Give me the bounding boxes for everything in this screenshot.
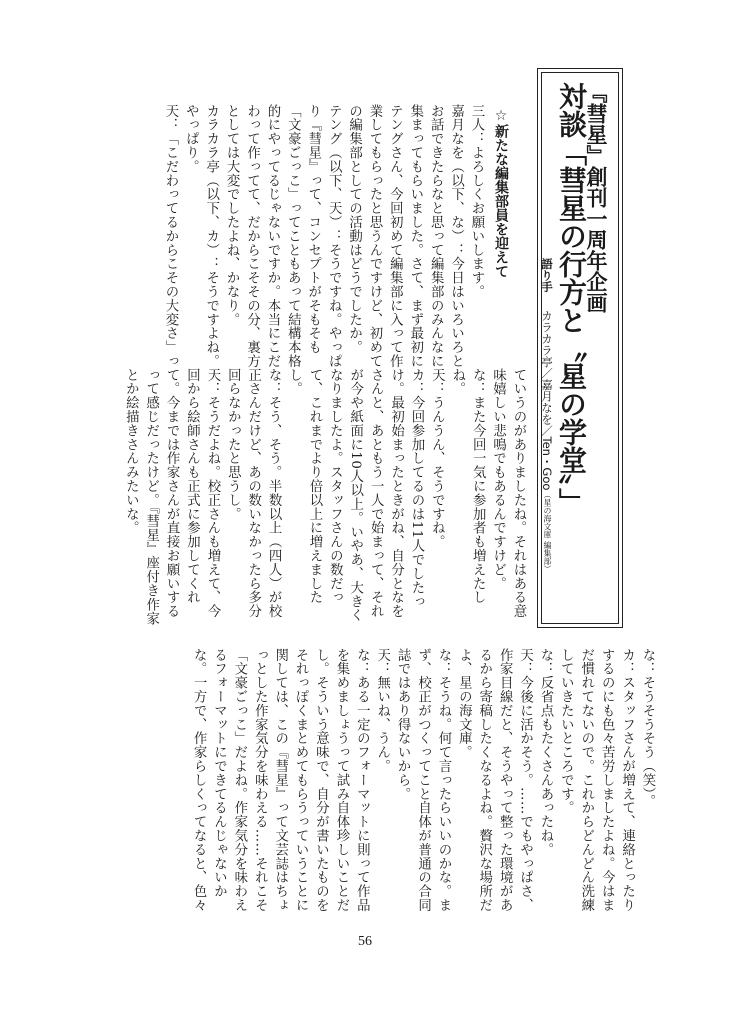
paragraph: 天：今後に活かそう。……でもやっぱさ、作家目線だと、そうやって整った環境があるから寄稿したくなるよね。贅沢な場所だよ、星の海文庫。 bbox=[456, 648, 533, 913]
speakers-names: カラカラ亭／嘉月なを／Ten・Goo bbox=[540, 310, 554, 491]
paragraph: な：反省点もたくさんあったね。 bbox=[537, 648, 553, 857]
page-number: 56 bbox=[358, 934, 372, 949]
speakers-line bbox=[540, 258, 554, 618]
paragraph: 三人：よろしくお願いします。 bbox=[469, 104, 484, 299]
paragraph: な：そうね。何て言ったらいいのかな。まず、校正がつくってこと自体が普通の合同誌ではあり得ないから。 bbox=[395, 648, 451, 913]
paragraph: 天：うんうん、そうですね。 bbox=[429, 368, 445, 549]
paragraph: 天：「こだわってるからこその大変さ」っ bbox=[162, 104, 178, 369]
paragraph: な：そうそうそう（笑）。 bbox=[640, 648, 655, 809]
paragraph: な：また今回一気に参加者も増えたしね。 bbox=[449, 368, 486, 605]
paragraph: 天：そうだよね。校正さんも増えて、今回から絵師さんも正式に参加してくれて。今までは作家さんが直接お願いするって感じだったけど。『彗星』座付き作家とか絵描きさんみたいな。 bbox=[123, 368, 220, 626]
paragraph: 嘉月なを（以下、な）：今日はいろいろとお話できたらなと思って編集部のみんなに集まってもらいました。さて、まず最初にテングさん、今回初めて編集部に入って作業してもらったと思うんですけど、初めての編集部としての活動はどうでしたか。 bbox=[346, 104, 464, 369]
paragraph: な：そう、そう。半数以上（四人）が校正さんだけど、あの数いなかったら多分回らなかったと思うし。 bbox=[225, 368, 282, 619]
paragraph: カ：スタッフさんが増えて、連絡とったりするのにも色々苦労しましたよね。今はまだ慣れてないので。これからどんどん洗練していきたいところです。 bbox=[558, 648, 635, 913]
text-column-1 bbox=[96, 104, 486, 374]
section-heading: ☆新たな編集部員を迎えて bbox=[493, 108, 509, 278]
paragraph: ていうのがありましたね。それはある意味嬉しい悲鳴でもあるんですけど。 bbox=[490, 368, 526, 619]
text-column-2 bbox=[96, 368, 528, 630]
paragraph: な：ある一定のフォーマットに則って作品を集めましょうって試み自体珍しいことだし。そういう意味で、自分が書いたものをそれっぽくまとめてもらうっていうことに関しては、この『彗星』って文芸誌はちょっとした作家気分を味わえる……それこそ「文豪ごっこ」だよね。作家気分を味わえるフォーマットにできてるんじゃないかな。一方で、作家らしくってなると、色々 bbox=[191, 648, 370, 913]
paragraph: 天：無いね、うん。 bbox=[374, 648, 390, 774]
speakers-affiliation: （星の海文庫 編集部） bbox=[543, 490, 552, 573]
paragraph: カラカラ亭（以下、カ）：そうですよね。やっぱり。 bbox=[183, 104, 219, 369]
speakers-label: 語り手 bbox=[540, 258, 554, 293]
title-main: 対談「彗星の行方と〝星の学堂〟」 bbox=[555, 82, 588, 516]
paragraph: テング（以下、天）：そうですね。やっぱり『彗星』って、コンセプトがそもそも「文豪ごっこ」ってこともあって結構本格的にやってるじゃないですか。本当にこだわって作ってて、だからこそその分、裏方としては大変でしたよね、かなり。 bbox=[224, 104, 342, 369]
text-column-3 bbox=[92, 648, 657, 924]
paragraph: カ：今回参加してるのは11人でしたっけ。最初始まったときがね、自分となをさんと、あともう一人で始まって、それが今や紙面に10人以上。いやあ、大きくなりましたよ。スタッフさんの数だって、これまでより倍以上に増えましたし。 bbox=[286, 368, 424, 623]
title-series: 『彗星』創刊一周年企画 bbox=[584, 82, 608, 313]
